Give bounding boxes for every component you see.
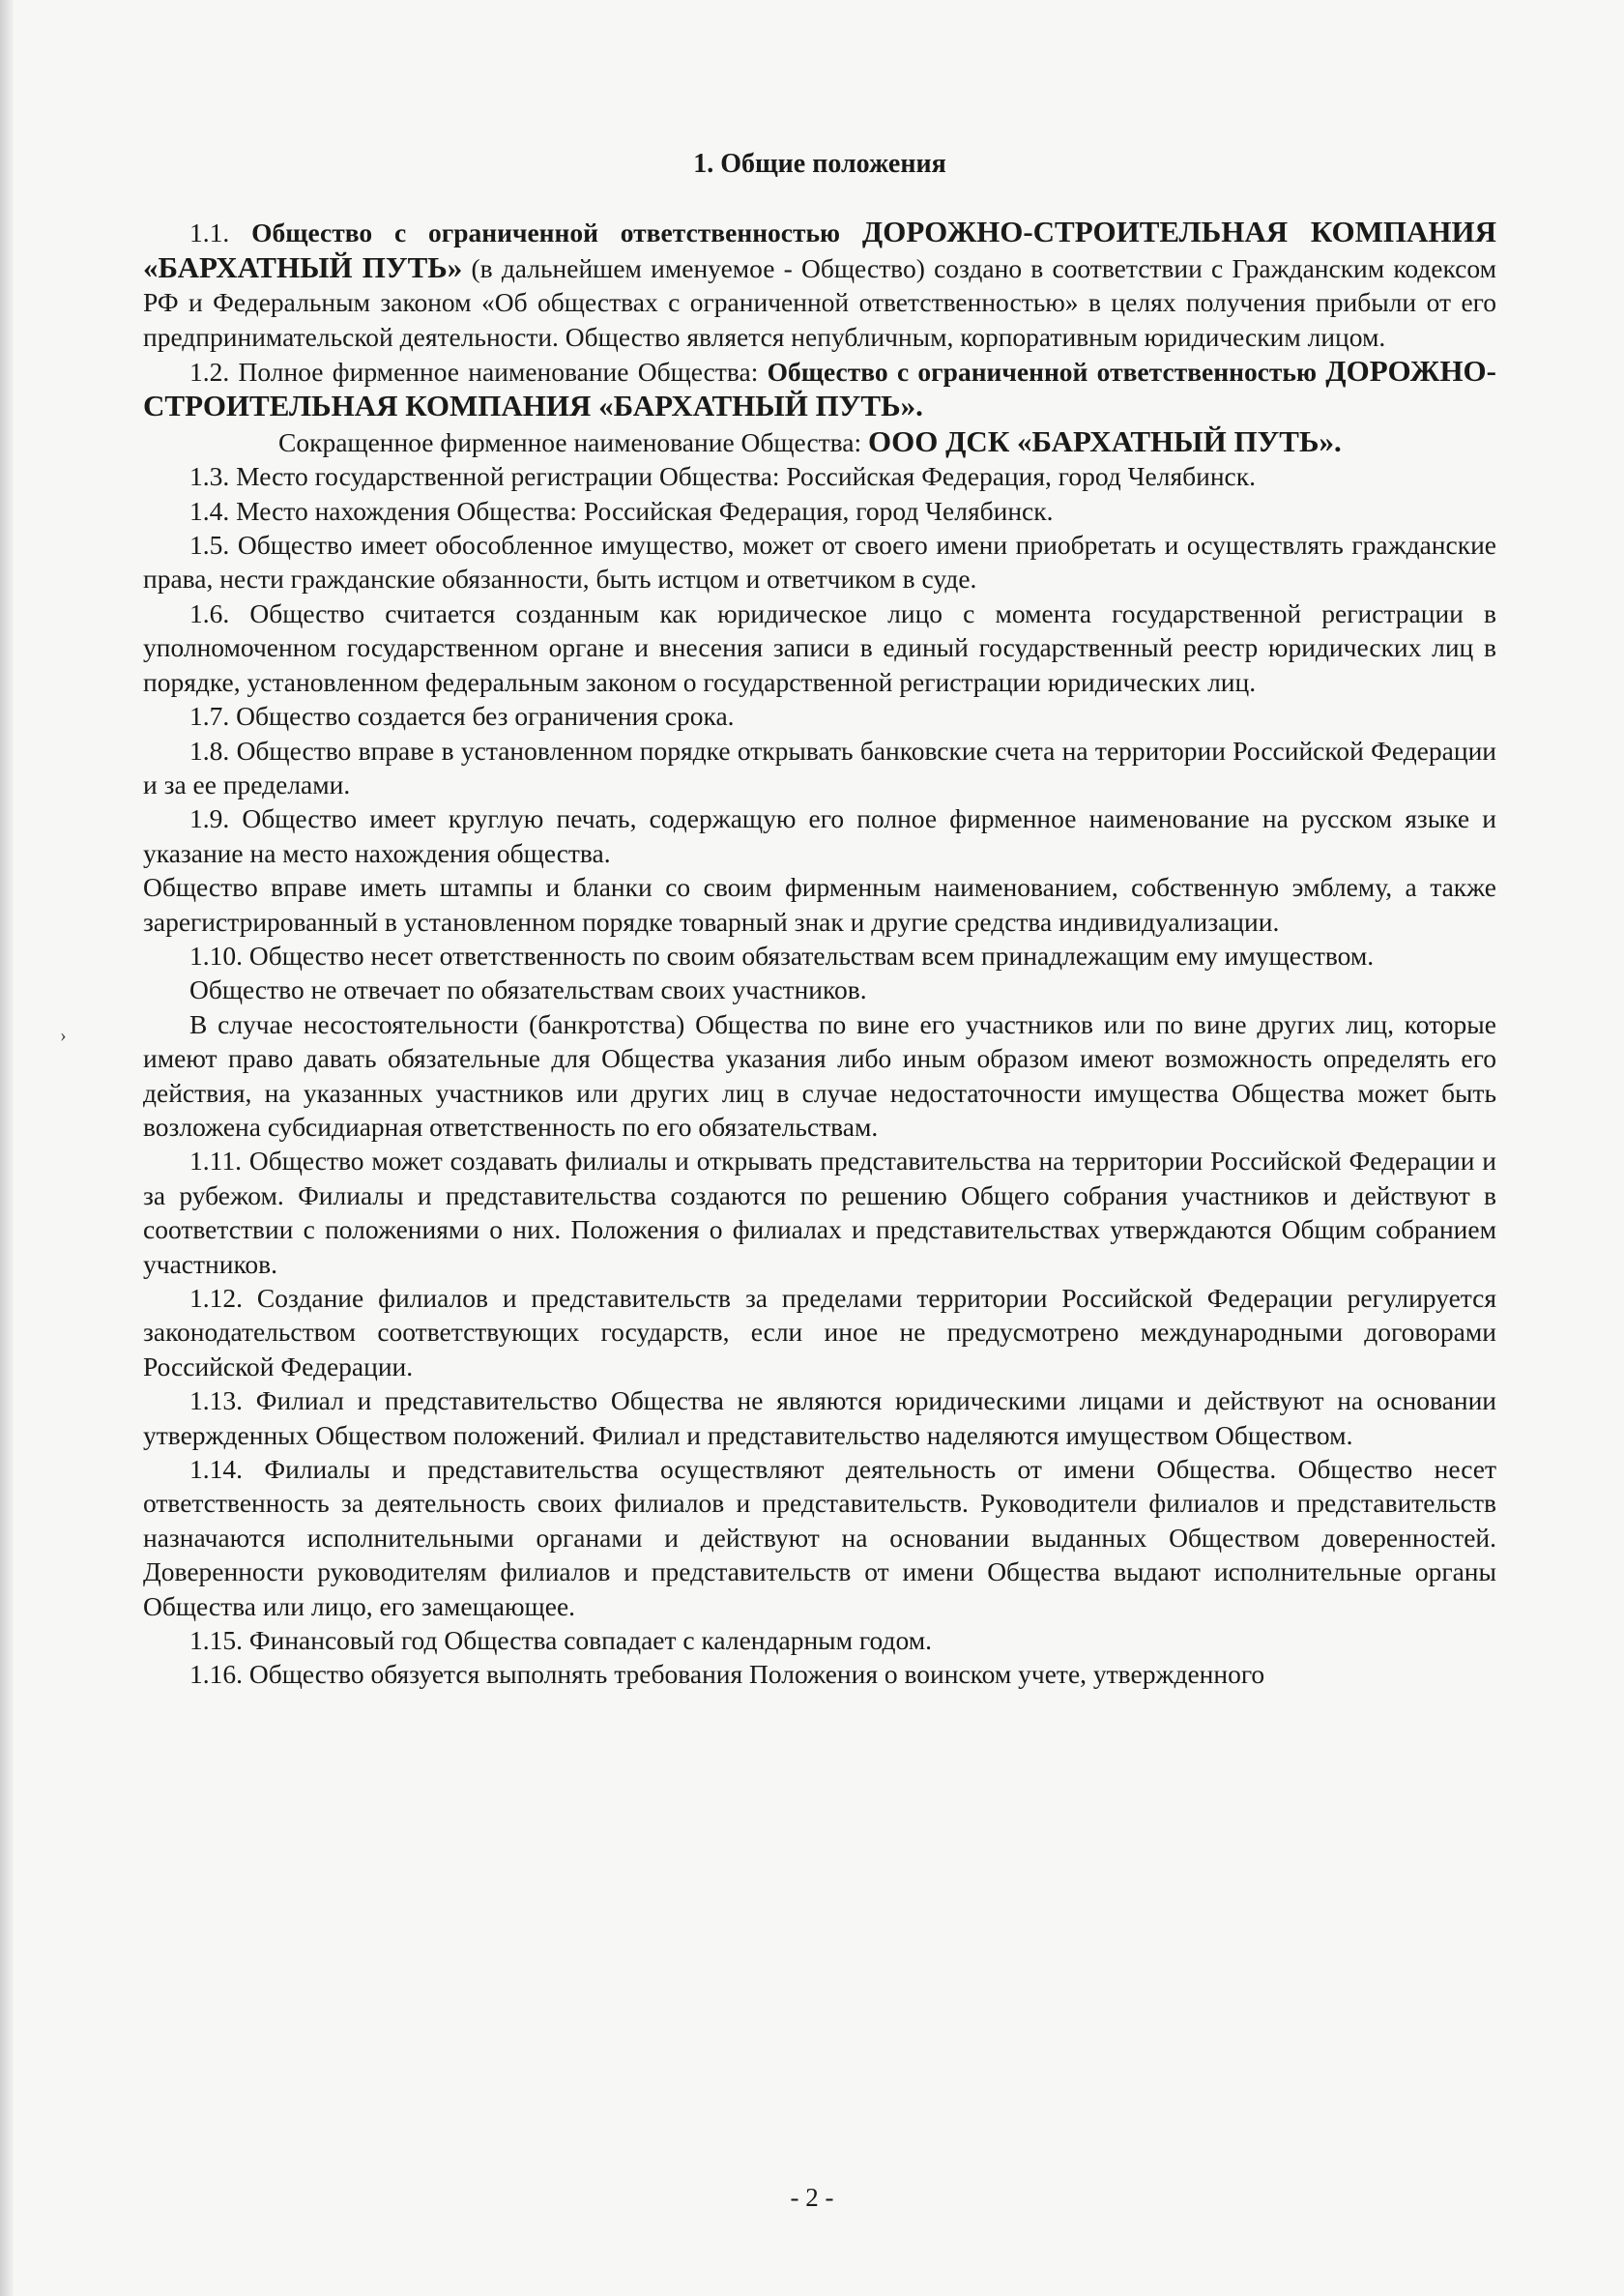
paragraph-1-5: 1.5. Общество имеет обособленное имущество, может от своего имени приобретать и осуществлять гражданские права, нести гражданские обязанности, быть истцом и ответчиком в суде. <box>143 530 1496 595</box>
page-number: - 2 - <box>790 2183 834 2212</box>
paragraph-1-10: 1.10. Общество несет ответственность по своим обязательствам всем принадлежащим ему имуществом. <box>189 940 1375 971</box>
paragraph-1-1: 1.1. Общество с ограниченной ответственностью ДОРОЖНО-СТРОИТЕЛЬНАЯ КОМПАНИЯ «БАРХАТНЫЙ ПУТЬ» (в дальнейшем именуемое - Общество) создано в соответствии с Гражданским кодексом РФ и Федеральным законом «Об обществах с ограниченной ответственностью» в целях получения прибыли от его предпринимательской деятельности. Общество является непубличным, корпоративным юридическим лицом. <box>143 215 1497 352</box>
paragraph-1-16: 1.16. Общество обязуется выполнять требования Положения о воинском учете, утвержденного <box>189 1659 1265 1690</box>
paragraph-1-3: 1.3. Место государственной регистрации Общества: Российская Федерация, город Челябинск. <box>189 461 1256 492</box>
paragraph-1-13: 1.13. Филиал и представительство Общества не являются юридическими лицами и действуют на основании утвержденных Обществом положений. Филиал и представительство наделяются имуществом Обществом. <box>143 1385 1496 1450</box>
paragraph-1-9: 1.9. Общество имеет круглую печать, содержащую его полное фирменное наименование на русском языке и указание на место нахождения общества. <box>143 803 1496 868</box>
paragraph-1-12: 1.12. Создание филиалов и представительств за пределами территории Российской Федерации регулируется законодательством соответствующих государств, если иное не предусмотрено международными договорами Российской Федерации. <box>143 1283 1496 1381</box>
margin-mark: › <box>60 1025 67 1046</box>
company-name-bold: Общество с ограниченной ответственностью <box>251 218 841 248</box>
paragraph-1-7: 1.7. Общество создается без ограничения срока. <box>189 701 735 732</box>
paragraph-1-4: 1.4. Место нахождения Общества: Российская Федерация, город Челябинск. <box>189 495 1054 526</box>
document-body <box>143 147 1496 1692</box>
paragraph-1-9-continued: Общество вправе иметь штампы и бланки со своим фирменным наименованием, собственную эмблему, а также зарегистрированный в установленном порядке товарный знак и другие средства индивидуализации. <box>143 872 1496 937</box>
paragraph-1-11: 1.11. Общество может создавать филиалы и открывать представительства на территории Российской Федерации и за рубежом. Филиалы и представительства создаются по решению Общего собрания участников и действуют в соответствии с положениями о них. Положения о филиалах и представительствах утверждаются Общим собранием участников. <box>143 1146 1496 1279</box>
paragraph-1-15: 1.15. Финансовый год Общества совпадает с календарным годом. <box>189 1625 932 1656</box>
paragraph-1-14: 1.14. Филиалы и представительства осуществляют деятельность от имени Общества. Общество несет ответственность за деятельность своих филиалов и представительств. Руководители филиалов и представительств назначаются исполнительными органами и действуют на основании выданных Обществом доверенностей. Доверенности руководителям филиалов и представительств от имени Общества выдают исполнительные органы Общества или лицо, его замещающее. <box>143 1454 1496 1621</box>
paragraph-1-8: 1.8. Общество вправе в установленном порядке открывать банковские счета на территории Российской Федерации и за ее пределами. <box>143 735 1496 799</box>
paragraph-1-2: 1.2. Полное фирменное наименование Общества: Общество с ограниченной ответственностью ДОРОЖНО-СТРОИТЕЛЬНАЯ КОМПАНИЯ «БАРХАТНЫЙ ПУТЬ». <box>143 354 1496 423</box>
paragraph-1-6: 1.6. Общество считается созданным как юридическое лицо с момента государственной регистрации в уполномоченном государственном органе и внесения записи в единый государственный реестр юридических лиц в порядке, установленном федеральным законом о государственной регистрации юридических лиц. <box>143 597 1496 697</box>
paragraph-1-10-b: Общество не отвечает по обязательствам своих участников. <box>189 974 867 1005</box>
section-title: 1. Общие положения <box>693 149 946 179</box>
paragraph-1-10-c: В случае несостоятельности (банкротства) Общества по вине его участников или по вине других лиц, которые имеют право давать обязательные для Общества указания либо иным образом имеют возможность определять его действия, на указанных участников или других лиц в случае недостаточности имущества Общества может быть возложена субсидиарная ответственность по его обязательствам. <box>143 1008 1496 1142</box>
company-name-bold-2: ДОРОЖНО-СТРОИТЕЛЬНАЯ КОМПАНИЯ «БАРХАТНЫЙ ПУТЬ» <box>143 215 1497 284</box>
paragraph-1-2-short-name: Сокращенное фирменное наименование Общества: ООО ДСК «БАРХАТНЫЙ ПУТЬ». <box>278 423 1342 458</box>
